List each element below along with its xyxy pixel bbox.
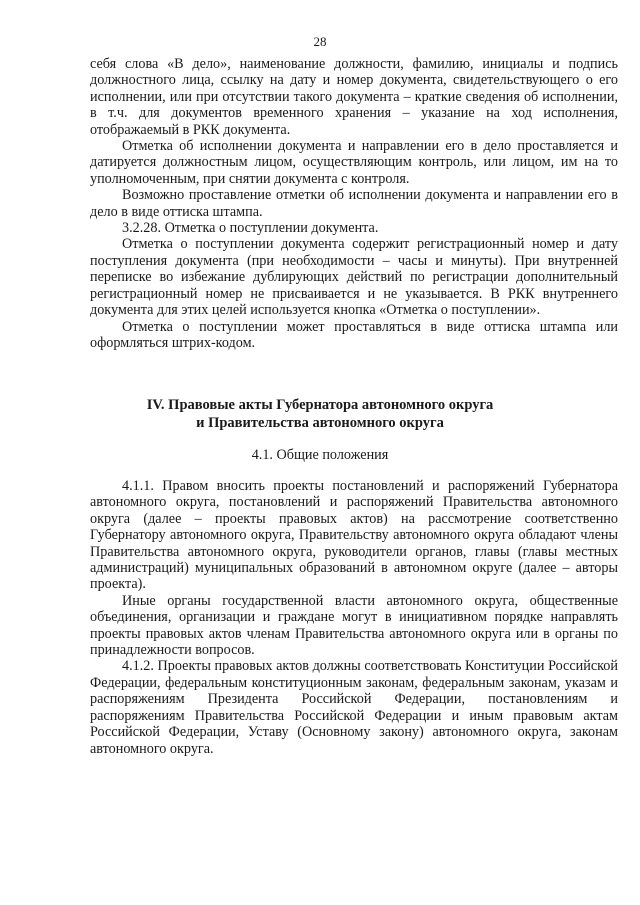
paragraph-continuation: себя слова «В дело», наименование должности, фамилию, инициалы и подпись должностного лица, ссылку на дату и номер документа, свидетельствующего о его исполнении, или при отсутствии такого документа – краткие сведения об исполнении, в т.ч. для документов временного хранения – указание на ход исполнения, отображаемый в РКК документа. <box>90 56 618 138</box>
clause-3-2-28: 3.2.28. Отметка о поступлении документа. <box>122 220 379 237</box>
paragraph-receipt-mark: Отметка о поступлении документа содержит регистрационный номер и дату поступления документа (при необходимости – часы и минуты). При внутренней переписке во избежание дублирующих действий по регистрации дополнительный регистрационный номер не присваивается и не указывается. В РКК внутреннего документа для этих целей используется кнопка «Отметка о поступлении». <box>90 236 618 319</box>
paragraph-execution-mark: Отметка об исполнении документа и направлении его в дело проставляется и датируется должностным лицом, осуществляющим контроль, или лицом, им на то уполномоченным, при снятии документа с контроля. <box>90 138 618 187</box>
body-block-top <box>90 56 618 351</box>
section-title-line1: IV. Правовые акты Губернатора автономного округа <box>146 397 494 413</box>
paragraph-stamp-option: Возможно проставление отметки об исполнении документа и направлении его в дело в виде оттиска штампа. <box>90 187 618 220</box>
paragraph-other-bodies: Иные органы государственной власти автономного округа, общественные объединения, организации и граждане могут в инициативном порядке направлять проекты правовых актов членам Правительства автономного округа или в органы по принадлежности вопросов. <box>90 592 618 659</box>
clause-4-1-2: 4.1.2. Проекты правовых актов должны соответствовать Конституции Российской Федерации, федеральным конституционным законам, федеральным законам, указам и распоряжениям Президента Российской Федерации, постановлениям и распоряжениям Правительства Российской Федерации и иным правовым актам Российской Федерации, Уставу (Основному закону) автономного округа, законам автономного округа. <box>90 658 618 757</box>
clause-4-1-1: 4.1.1. Правом вносить проекты постановлений и распоряжений Губернатора автономного округа, постановлений и распоряжений Правительства автономного округа (далее – проекты правовых актов) на рассмотрение соответственно Губернатору автономного округа, Правительству автономного округа обладают члены Правительства автономного округа, руководители органов, главы (главы местных администраций) муниципальных образований в автономном округе (далее – авторы проекта). <box>90 478 618 593</box>
page-number: 28 <box>313 34 327 49</box>
subsection-title: 4.1. Общие положения <box>251 447 389 463</box>
section-title-line2: и Правительства автономного округа <box>196 415 444 431</box>
body-block-bottom <box>90 478 618 757</box>
paragraph-barcode: Отметка о поступлении может проставляться в виде оттиска штампа или оформляться штрих-кодом. <box>90 318 618 351</box>
